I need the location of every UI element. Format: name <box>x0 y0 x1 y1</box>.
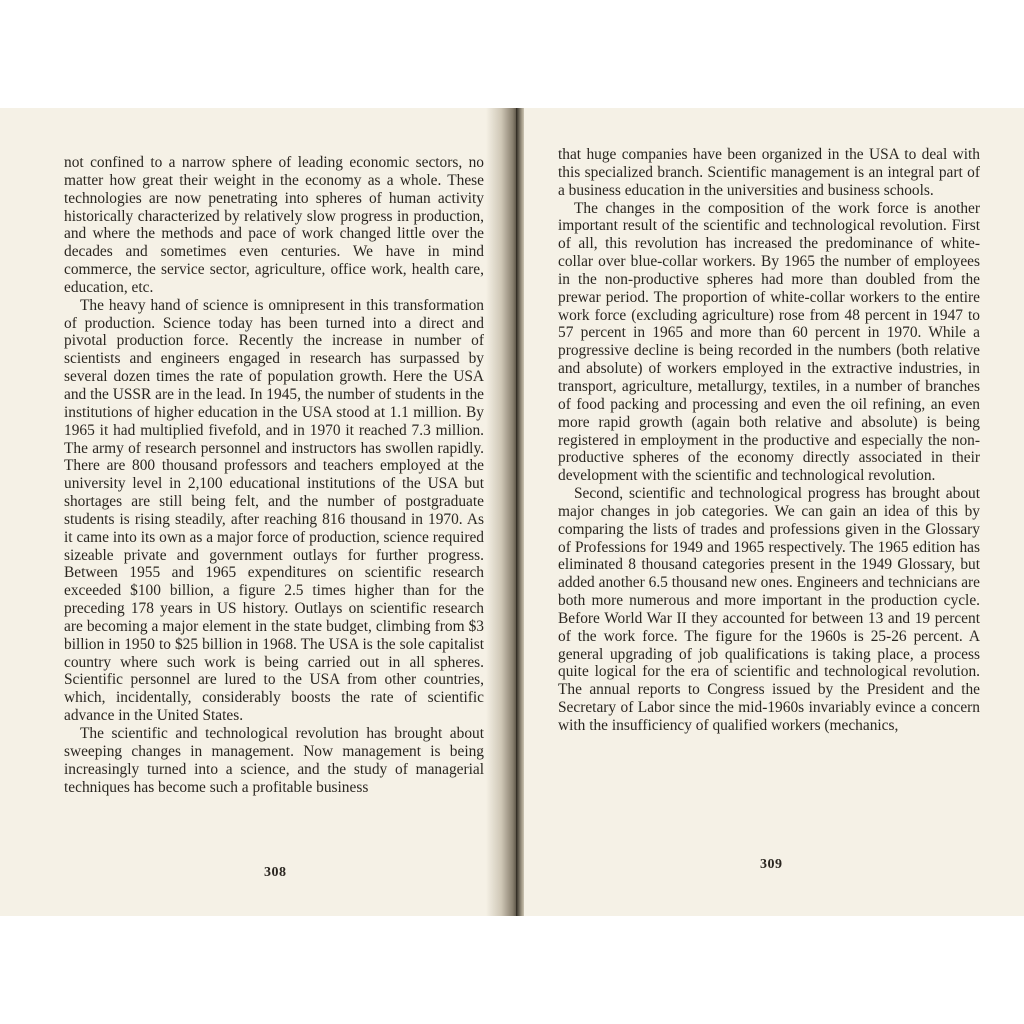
left-page-text <box>64 154 484 796</box>
paragraph: The heavy hand of science is omnipresent in this transformation of production. Science today has been turned into a direct and pivotal production force. Recently the increase in number of scientists and engineers engaged in research has surpassed by several dozen times the rate of population growth. Here the USA and the USSR are in the lead. In 1945, the number of students in the institutions of higher education in the USA stood at 1.1 million. By 1965 it had multiplied fivefold, and in 1970 it reached 7.3 million. The army of research personnel and instructors has swollen rapidly. There are 800 thousand professors and teachers employed at the university level in 2,100 educational institutions of the USA but shortages are still being felt, and the number of postgraduate students is rising steadily, after reaching 816 thousand in 1970. As it came into its own as a major force of production, science required sizeable private and government outlays for further progress. Between 1955 and 1965 expenditures on scientific research exceeded $100 billion, a figure 2.5 times higher than for the preceding 178 years in US history. Outlays on scientific research are becoming a major element in the state budget, climbing from $3 billion in 1950 to $25 billion in 1968. The USA is the sole capitalist country where such work is being carried out in all spheres. Scientific personnel are lured to the USA from other countries, which, incidentally, considerably boosts the rate of scientific advance in the United States. <box>64 296 484 725</box>
right-page-text <box>558 146 980 735</box>
right-page <box>524 108 1024 916</box>
book-spread <box>0 108 1024 916</box>
left-page <box>0 108 516 916</box>
paragraph: The scientific and technological revolution has brought about sweeping changes in management. Now management is being increasingly turned into a science, and the study of managerial techniques has become such a profitable business <box>64 725 484 796</box>
page-number: 309 <box>760 857 783 872</box>
paragraph: The changes in the composition of the work force is another important result of the scientific and technological revolution. First of all, this revolution has increased the predominance of white-collar over blue-collar workers. By 1965 the number of employees in the non-productive spheres had more than doubled from the prewar period. The proportion of white-collar workers to the entire work force (excluding agriculture) rose from 48 percent in 1947 to 57 percent in 1965 and more than 60 percent in 1970. While a progressive decline is being recorded in the numbers (both relative and absolute) of workers employed in the extractive industries, in transport, agriculture, metallurgy, textiles, in a number of branches of food packing and processing and even the oil refining, an even more rapid growth (again both relative and absolute) is being registered in employment in the productive and especially the non-productive spheres of the economy directly associated in their development with the scientific and technological revolution. <box>558 199 980 485</box>
paragraph: that huge companies have been organized in the USA to deal with this specialized branch. Scientific management is an integral part of a business education in the universities and business schools. <box>558 146 980 199</box>
page-number: 308 <box>264 865 287 880</box>
paragraph: not confined to a narrow sphere of leading economic sectors, no matter how great their weight in the economy as a whole. These technologies are now penetrating into spheres of human activity historically characterized by relatively slow progress in production, and where the methods and pace of work changed little over the decades and sometimes even centuries. We have in mind commerce, the service sector, agriculture, office work, health care, education, etc. <box>64 154 484 296</box>
paragraph: Second, scientific and technological progress has brought about major changes in job categories. We can gain an idea of this by comparing the lists of trades and professions given in the Glossary of Professions for 1949 and 1965 respectively. The 1965 edition has eliminated 8 thousand categories present in the 1949 Glossary, but added another 6.5 thousand new ones. Engineers and technicians are both more numerous and more important in the production cycle. Before World War II they accounted for between 13 and 19 percent of the work force. The figure for the 1960s is 25-26 percent. A general upgrading of job qualifications is taking place, a process quite logical for the era of scientific and technological revolution. The annual reports to Congress issued by the President and the Secretary of Labor since the mid-1960s invariably evince a concern with the insufficiency of qualified workers (mechanics, <box>558 485 980 734</box>
